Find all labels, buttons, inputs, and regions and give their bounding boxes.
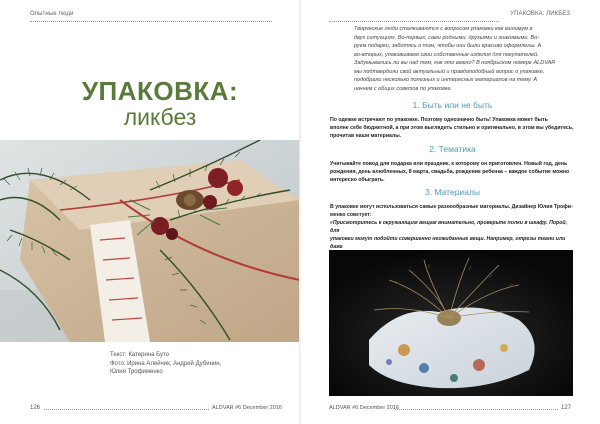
quote-line: упаковки могут подойти совершенно неожиданные вещи. Например, отрезы ткани или даже xyxy=(330,236,566,250)
intro-line: во-вторых, упаковываем свои собственные изделия для покупателей. xyxy=(354,51,539,58)
footer-magazine-right: ALDVAR #6 December 2016 xyxy=(329,405,399,411)
intro-line: подобрали несколько полезных и интересных материалов на тему. А xyxy=(354,77,538,83)
intro-line: Творческие люди сталкиваются с вопросом упаковки как минимум в xyxy=(354,26,533,32)
section-body-1 xyxy=(330,116,575,140)
page-number-right: 127 xyxy=(561,405,572,411)
intro-line: руем подарки, заботясь о том, чтобы они были красиво оформлены. А xyxy=(354,43,542,49)
article-subtitle: ликбез xyxy=(123,104,197,130)
intro-line: Задумывались ли вы над тем, как это важно? В ноябрьском номере ALDVAR xyxy=(354,60,556,66)
body-line: В упаковке могут использоваться самые разнообразные материалы. Дизайнер Юлия Трофи- xyxy=(330,204,573,210)
footer-rule-left xyxy=(44,409,209,410)
rubric-left: Опытные люди xyxy=(30,11,74,17)
section-body-2 xyxy=(330,160,575,184)
footer-rule-right xyxy=(395,409,558,410)
body-line: Учитывайте повод для подарка или праздник, к которому он приготовлен. Новый год, день xyxy=(330,161,568,167)
intro-line: мы подтвердили свой актуальный и правдоподобный вопрос о упаковке, xyxy=(354,68,545,75)
body-line: вполне себе бюджетной, а при этом выглядеть стильно и оригинально, в этом вы убедитесь, xyxy=(330,125,574,131)
quote-line: «Присмотритесь к окружающим вещам внимательно, проверьте полки в шкафу. Порой, для xyxy=(330,220,567,234)
photo-credits xyxy=(110,351,290,377)
section-body-3 xyxy=(330,203,575,219)
body-line: рождения, день влюбленных, 8 марта, свадьба, рождение ребенка – каждое событие можно xyxy=(330,169,570,175)
fabric-package-photo xyxy=(329,250,573,396)
photo-credit-line-2: Юлия Трофименко xyxy=(110,369,163,375)
gift-box-photo xyxy=(0,140,300,342)
photo-credit-line-1: Фото: Ирина Алейчик, Андрей Дубинин, xyxy=(110,360,222,367)
intro-paragraph xyxy=(354,25,564,93)
body-line: менко советует: xyxy=(330,212,372,218)
header-rule-left xyxy=(30,21,272,22)
section-heading-1: 1. Быть или не быть xyxy=(412,100,493,110)
page-number-left: 126 xyxy=(30,405,41,411)
rubric-right: УПАКОВКА: ЛИКБЕЗ xyxy=(510,11,570,17)
section-heading-3: 3. Материалы xyxy=(425,187,480,197)
article-title: УПАКОВКА: xyxy=(81,76,239,106)
footer-magazine-left: ALDVAR #6 December 2016 xyxy=(212,405,282,411)
intro-line: двух ситуациях. Во-первых, сами родными, друзьями и знакомыми. Во- xyxy=(354,34,540,41)
section-heading-2: 2. Тематика xyxy=(429,144,476,154)
header-rule-right xyxy=(329,21,499,22)
body-line: По одежке встречают по упаковке. Поэтому однозначно быть! Упаковка может быть xyxy=(330,117,548,123)
body-line: прочитав наши материалы. xyxy=(330,133,402,139)
body-line: интересно обыграть. xyxy=(330,177,385,183)
text-credit: Текст: Катерина Буто xyxy=(110,352,169,358)
intro-line: начнем с общих советов по упаковке. xyxy=(354,85,453,92)
